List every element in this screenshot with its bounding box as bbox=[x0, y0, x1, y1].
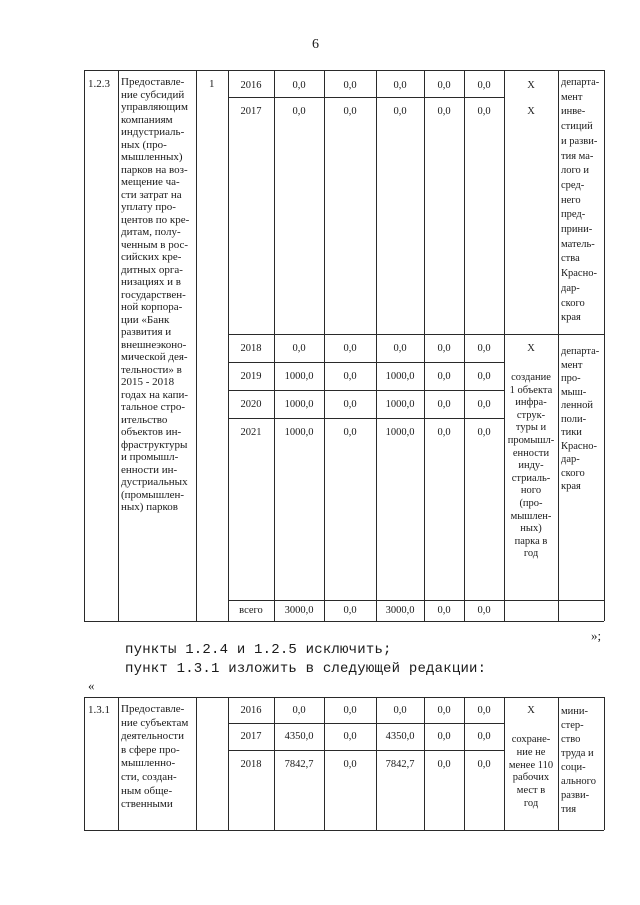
value-cell: 1000,0 bbox=[284, 371, 314, 382]
value-cell: 0,0 bbox=[437, 705, 451, 716]
value-cell: 0,0 bbox=[343, 427, 357, 438]
value-cell: 0,0 bbox=[437, 399, 451, 410]
value-cell: 0,0 bbox=[343, 399, 357, 410]
result-cell: X bbox=[527, 343, 535, 354]
value-cell: 0,0 bbox=[477, 371, 491, 382]
value-cell: 0,0 bbox=[477, 80, 491, 91]
result-cell: X bbox=[527, 705, 535, 716]
year-cell: 2021 bbox=[240, 427, 262, 438]
value-cell: 0,0 bbox=[477, 759, 491, 770]
year-cell: 2020 bbox=[240, 399, 262, 410]
value-cell: 0,0 bbox=[343, 705, 357, 716]
executor: мини- стер- ство труда и соци- ального разви- тия bbox=[561, 706, 596, 815]
value-cell: 0,0 bbox=[477, 605, 491, 616]
page-number: 6 bbox=[312, 37, 319, 52]
value-cell: 1000,0 bbox=[385, 427, 415, 438]
value-cell: 0,0 bbox=[292, 705, 306, 716]
value-cell: 0,0 bbox=[292, 106, 306, 117]
total-label: всего bbox=[239, 605, 263, 616]
value-cell: 0,0 bbox=[437, 427, 451, 438]
value-cell: 0,0 bbox=[437, 371, 451, 382]
value-cell: 0,0 bbox=[343, 343, 357, 354]
year-cell: 2018 bbox=[240, 759, 262, 770]
value-cell: 0,0 bbox=[437, 605, 451, 616]
value-cell: 0,0 bbox=[393, 705, 407, 716]
year-cell: 2016 bbox=[240, 705, 262, 716]
value-cell: 0,0 bbox=[393, 343, 407, 354]
result-description: создание 1 объекта инфра- струк- туры и промышл- енности инду- стриаль- ного (про- мышлен- ных) парка в год bbox=[507, 372, 555, 560]
value-cell: 3000,0 bbox=[385, 605, 415, 616]
value-cell: 0,0 bbox=[292, 343, 306, 354]
value-cell: 1000,0 bbox=[284, 399, 314, 410]
measure-name: Предоставле- ние субъектам деятельности в сфере про- мышленно- сти, создан- ным обще- ственными bbox=[121, 703, 189, 811]
value-cell: 1000,0 bbox=[385, 399, 415, 410]
result-description: сохране- ние не менее 110 рабочих мест в год bbox=[508, 734, 554, 809]
value-cell: 0,0 bbox=[477, 106, 491, 117]
paragraph-1: пункты 1.2.4 и 1.2.5 исключить; bbox=[125, 642, 392, 658]
value-cell: 0,0 bbox=[343, 759, 357, 770]
year-cell: 2017 bbox=[240, 106, 262, 117]
value-cell: 1000,0 bbox=[284, 427, 314, 438]
value-cell: 0,0 bbox=[343, 605, 357, 616]
year-cell: 2018 bbox=[240, 343, 262, 354]
value-cell: 1000,0 bbox=[385, 371, 415, 382]
value-cell: 0,0 bbox=[437, 80, 451, 91]
value-cell: 0,0 bbox=[477, 731, 491, 742]
value-cell: 4350,0 bbox=[284, 731, 314, 742]
value-cell: 7842,7 bbox=[385, 759, 415, 770]
value-cell: 0,0 bbox=[393, 80, 407, 91]
value-cell: 0,0 bbox=[477, 399, 491, 410]
value-cell: 3000,0 bbox=[284, 605, 314, 616]
value-cell: 0,0 bbox=[437, 343, 451, 354]
value-cell: 0,0 bbox=[393, 106, 407, 117]
paragraph-2: пункт 1.3.1 изложить в следующей редакции: bbox=[125, 661, 487, 677]
value-cell: 0,0 bbox=[437, 731, 451, 742]
year-cell: 2017 bbox=[240, 731, 262, 742]
value-cell: 0,0 bbox=[477, 705, 491, 716]
value-cell: 0,0 bbox=[437, 106, 451, 117]
value-cell: 0,0 bbox=[437, 759, 451, 770]
value-cell: 0,0 bbox=[343, 106, 357, 117]
value-cell: 0,0 bbox=[343, 371, 357, 382]
measure-code: 1.3.1 bbox=[88, 704, 110, 716]
closing-quote: »; bbox=[591, 628, 602, 643]
value-cell: 0,0 bbox=[477, 427, 491, 438]
measure-status: 1 bbox=[209, 78, 215, 90]
result-cell: X bbox=[527, 106, 535, 117]
opening-quote: « bbox=[88, 678, 95, 693]
year-cell: 2016 bbox=[240, 80, 262, 91]
measure-code: 1.2.3 bbox=[88, 78, 110, 90]
measure-name: Предоставле- ние субсидий управляющим компаниям индустриаль- ных (про- мышленных) парков на воз- мещение ча- сти затрат на уплату про- центов по кре- дитам, полу- ченным в рос- сийских кре- дитных орга- низациях и в государствен- ной корпора- ции «Банк развития и внешнеэконо- мической дея- тельности» в 2015 - 2018 годах на капи- тальное стро- ительство объектов ин- фраструктуры и промышл- енности ин- дустриальных (промышлен- ных) парков bbox=[121, 76, 190, 513]
year-cell: 2019 bbox=[240, 371, 262, 382]
executor-bottom: департа- мент про- мыш- ленной поли- тики Красно- дар- ского края bbox=[561, 346, 600, 492]
value-cell: 0,0 bbox=[292, 80, 306, 91]
value-cell: 0,0 bbox=[343, 731, 357, 742]
value-cell: 0,0 bbox=[343, 80, 357, 91]
value-cell: 0,0 bbox=[477, 343, 491, 354]
result-cell: X bbox=[527, 80, 535, 91]
value-cell: 4350,0 bbox=[385, 731, 415, 742]
executor-top: департа- мент инве- стиций и разви- тия ма- лого и сред- него пред- прини- матель- ства Красно- дар- ского края bbox=[561, 77, 600, 324]
value-cell: 7842,7 bbox=[284, 759, 314, 770]
